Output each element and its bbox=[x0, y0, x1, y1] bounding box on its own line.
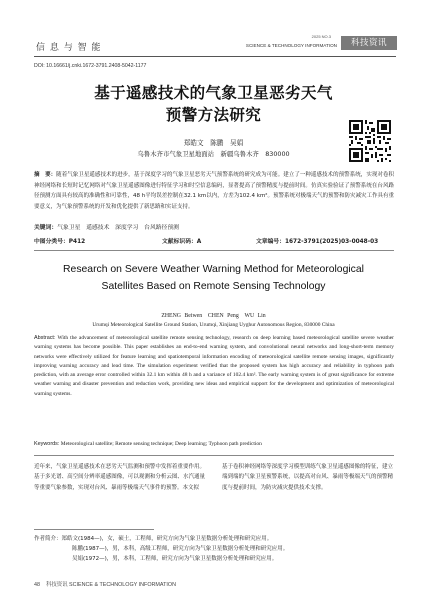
journal-name-en: SCIENCE & TECHNOLOGY INFORMATION bbox=[245, 43, 337, 48]
keywords-en-text: Meteorological satellite; Remote sensing technique; Deep learning; Typhoon path prediction bbox=[60, 441, 262, 447]
footnote-line-3: 吴娟(1972—)，男，本科，工程师，研究方向为气象卫星数据分析处理和研究应用。 bbox=[72, 556, 278, 563]
keywords-cn-label: 关键词： bbox=[34, 225, 58, 231]
affiliation-en: Urumqi Meteorological Satellite Ground Station, Urumqi, Xinjiang Uyghur Autonomous Region, 830000 China bbox=[92, 322, 335, 328]
abstract-cn bbox=[34, 170, 394, 212]
page-header bbox=[0, 0, 427, 52]
journal-badge: 科技资讯 bbox=[341, 36, 397, 50]
header-divider bbox=[34, 56, 396, 57]
abstract-en bbox=[34, 334, 394, 399]
keywords-cn-text: 气象卫星 遥感技术 深度学习 台风路径预测 bbox=[57, 225, 179, 231]
abstract-en-label: Abstract: bbox=[34, 335, 56, 341]
title-en-line1: Research on Severe Weather Warning Method for Meteorological bbox=[63, 264, 364, 275]
affiliation-cn: 乌鲁木齐市气象卫星地面站 新疆乌鲁木齐 830000 bbox=[137, 150, 290, 158]
authors-cn: 郑皓文 陈鹏 吴娟 bbox=[183, 139, 244, 147]
footnote-line-2: 陈鹏(1987—)，男，本科，高级工程师，研究方向为气象卫星数据分析处理和研究应用。 bbox=[72, 546, 289, 553]
page-footer bbox=[34, 580, 176, 588]
keywords-en bbox=[34, 441, 394, 447]
abstract-cn-text: 随着气象卫星遥感技术的进步，基于深度学习的气象卫星恶劣天气预警系统的研究成为可能。建立了一种遥感技术的预警系统，实现对卷积神经网络和长短时记忆网络对气象卫星遥感图像进行特征学习和时空信息编码，显著提高了预警精度与提前时间。仿真实验验证了预警系统在台风路径预测方面具有较高的准确性和可靠性，48 h平均误差控制在32.1 km以内，方差为102.4 km²。预警系统对极端天气的预警和防灾减灾工作具有重要意义，为气象预警系统的开发和优化提供了新思路和实证支持。 bbox=[34, 172, 395, 210]
authors-en: ZHENG Beiwen CHEN Peng WU Lin bbox=[161, 313, 266, 319]
body-column-left: 近年来，气象卫星遥感技术在恶劣天气监测和预警中发挥着重要作用。基于多光谱、高空间分辨率遥感图像，可以观测和分析云图、水汽通量等重要气象参数，实现对台风、暴雨等极端天气事件的预警。本文拟 bbox=[34, 464, 205, 491]
document-code: 文献标识码：A bbox=[162, 239, 202, 245]
title-cn-line2: 预警方法研究 bbox=[165, 106, 262, 124]
author-footnote bbox=[34, 534, 394, 565]
issue-number: 2025 NO.3 bbox=[311, 34, 331, 39]
footnote-line-1: 作者简介：郑皓文(1984—)，女，硕士，工程师，研究方向为气象卫星数据分析处理和研究应用。 bbox=[34, 536, 273, 542]
clc-number: 中图分类号：P412 bbox=[34, 239, 86, 245]
section-name: 信 息 与 智 能 bbox=[36, 43, 102, 53]
abstract-cn-label: 摘 要： bbox=[34, 172, 57, 178]
keywords-en-label: Keywords: bbox=[34, 441, 60, 447]
body-column-right: 基于卷积神经网络等深度学习模型训练气象卫星遥感图像的特征，建立端到端的气象卫星预警系统，以提高对台风、暴雨等极端天气的预警精度与提前时间，为防灾减灾提供技术支撑。 bbox=[222, 464, 393, 491]
qr-code-icon bbox=[349, 120, 391, 162]
footnote-divider bbox=[34, 529, 154, 530]
page-number: 48 bbox=[34, 582, 40, 588]
abstract-divider bbox=[34, 455, 394, 456]
title-cn-line1: 基于遥感技术的气象卫星恶劣天气 bbox=[94, 84, 333, 102]
footer-journal: 科技资讯 SCIENCE & TECHNOLOGY INFORMATION bbox=[46, 582, 176, 588]
keywords-cn bbox=[34, 222, 179, 231]
article-number: 文章编号：1672-3791(2025)03-0048-03 bbox=[256, 239, 379, 245]
doi[interactable]: DOI: 10.16661/j.cnki.1672-3791.2408-5042-1177 bbox=[34, 63, 147, 69]
title-en-line2: Satellites Based on Remote Sensing Technology bbox=[101, 281, 326, 292]
abstract-en-text: With the advancement of meteorological satellite remote sensing technology, research on deep learning based meteorological satellite severe weather warning systems has become possible. This paper establishes an end-to-end warning system, and convolutional neural networks and long-short-term memory networks were effectively utilized for feature learning and spatiotemporal information encoding of meteorological satellite remote sensing images, significantly improving warning accuracy and lead time. The simulation experiment verified that the proposed system has high accuracy and reliability in typhoon path prediction, with an average error controlled within 32.1 km within 48 h and a variance of 102.4 km². The early warning system is of great significance for extreme weather warning and disaster prevention and reduction work, providing new ideas and empirical support for the development and optimization of meteorological warning systems. bbox=[34, 335, 394, 397]
meta-divider bbox=[34, 250, 394, 251]
